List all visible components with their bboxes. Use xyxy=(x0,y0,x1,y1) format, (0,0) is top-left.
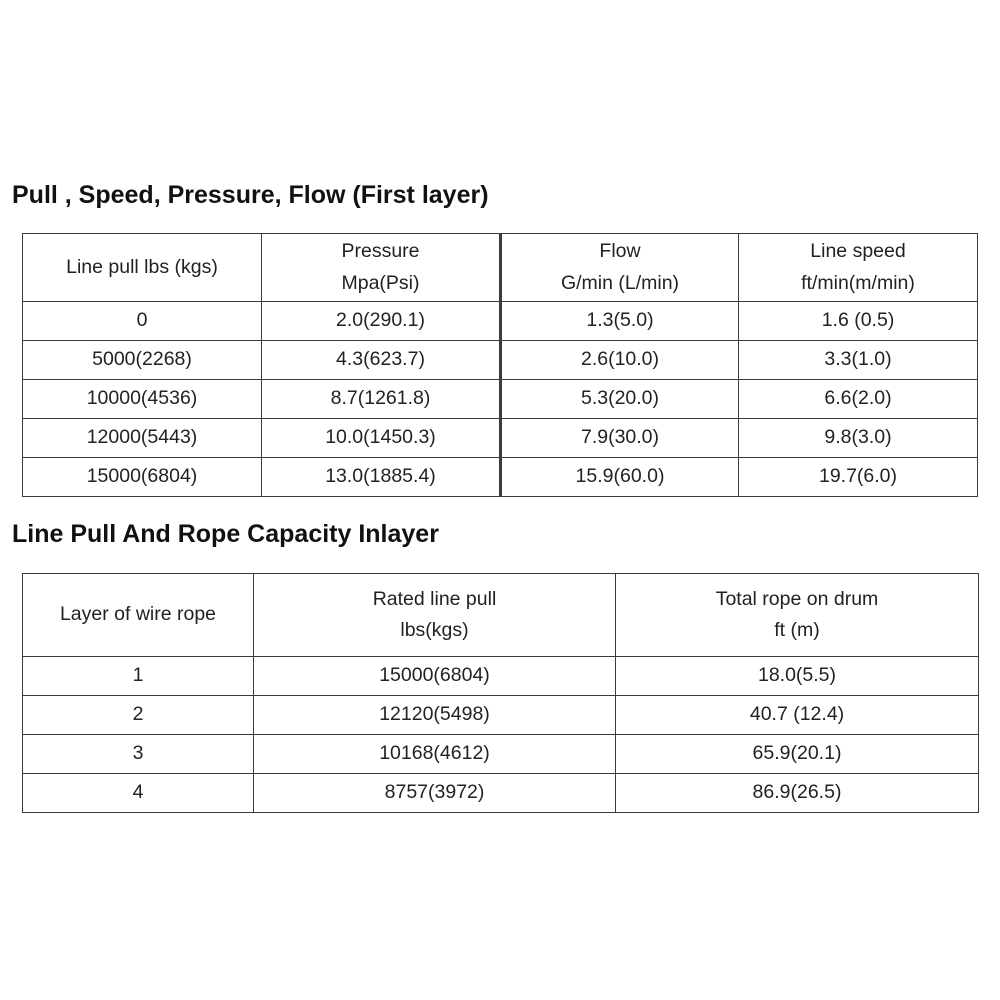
cell-flow: 5.3(20.0) xyxy=(501,380,739,419)
cell-pressure: 4.3(623.7) xyxy=(262,341,501,380)
section-title-rope-capacity: Line Pull And Rope Capacity Inlayer xyxy=(12,520,439,548)
cell-rated-line-pull: 15000(6804) xyxy=(254,657,616,696)
table-row xyxy=(23,458,978,497)
table-header-row xyxy=(23,234,978,302)
cell-rated-line-pull: 10168(4612) xyxy=(254,735,616,774)
cell-line-pull: 5000(2268) xyxy=(23,341,262,380)
cell-pressure: 13.0(1885.4) xyxy=(262,458,501,497)
cell-flow: 15.9(60.0) xyxy=(501,458,739,497)
table-row xyxy=(23,657,979,696)
cell-line-speed: 1.6 (0.5) xyxy=(739,302,978,341)
cell-layer: 4 xyxy=(23,774,254,813)
cell-pressure: 8.7(1261.8) xyxy=(262,380,501,419)
pull-speed-pressure-flow-table xyxy=(22,233,978,497)
cell-line-pull: 15000(6804) xyxy=(23,458,262,497)
header-total-rope: Total rope on drum ft (m) xyxy=(616,574,979,657)
cell-line-pull: 10000(4536) xyxy=(23,380,262,419)
header-pressure: Pressure Mpa(Psi) xyxy=(262,234,501,302)
header-flow: Flow G/min (L/min) xyxy=(501,234,739,302)
cell-pressure: 2.0(290.1) xyxy=(262,302,501,341)
header-rated-line-pull: Rated line pull lbs(kgs) xyxy=(254,574,616,657)
cell-line-pull: 0 xyxy=(23,302,262,341)
cell-total-rope: 40.7 (12.4) xyxy=(616,696,979,735)
table-row xyxy=(23,302,978,341)
cell-total-rope: 86.9(26.5) xyxy=(616,774,979,813)
table-row xyxy=(23,419,978,458)
cell-total-rope: 65.9(20.1) xyxy=(616,735,979,774)
cell-line-speed: 3.3(1.0) xyxy=(739,341,978,380)
rope-capacity-table xyxy=(22,573,979,813)
cell-rated-line-pull: 8757(3972) xyxy=(254,774,616,813)
cell-layer: 3 xyxy=(23,735,254,774)
cell-rated-line-pull: 12120(5498) xyxy=(254,696,616,735)
table-row xyxy=(23,341,978,380)
table-header-row xyxy=(23,574,979,657)
cell-layer: 2 xyxy=(23,696,254,735)
table-row xyxy=(23,735,979,774)
cell-layer: 1 xyxy=(23,657,254,696)
header-line-pull: Line pull lbs (kgs) xyxy=(23,234,262,302)
cell-pressure: 10.0(1450.3) xyxy=(262,419,501,458)
cell-line-speed: 9.8(3.0) xyxy=(739,419,978,458)
table-row xyxy=(23,696,979,735)
cell-flow: 7.9(30.0) xyxy=(501,419,739,458)
cell-line-speed: 6.6(2.0) xyxy=(739,380,978,419)
table-row xyxy=(23,774,979,813)
cell-flow: 1.3(5.0) xyxy=(501,302,739,341)
cell-line-pull: 12000(5443) xyxy=(23,419,262,458)
header-layer: Layer of wire rope xyxy=(23,574,254,657)
section-title-pull-speed: Pull , Speed, Pressure, Flow (First layer) xyxy=(12,181,489,209)
table-row xyxy=(23,380,978,419)
cell-flow: 2.6(10.0) xyxy=(501,341,739,380)
header-line-speed: Line speed ft/min(m/min) xyxy=(739,234,978,302)
cell-total-rope: 18.0(5.5) xyxy=(616,657,979,696)
cell-line-speed: 19.7(6.0) xyxy=(739,458,978,497)
